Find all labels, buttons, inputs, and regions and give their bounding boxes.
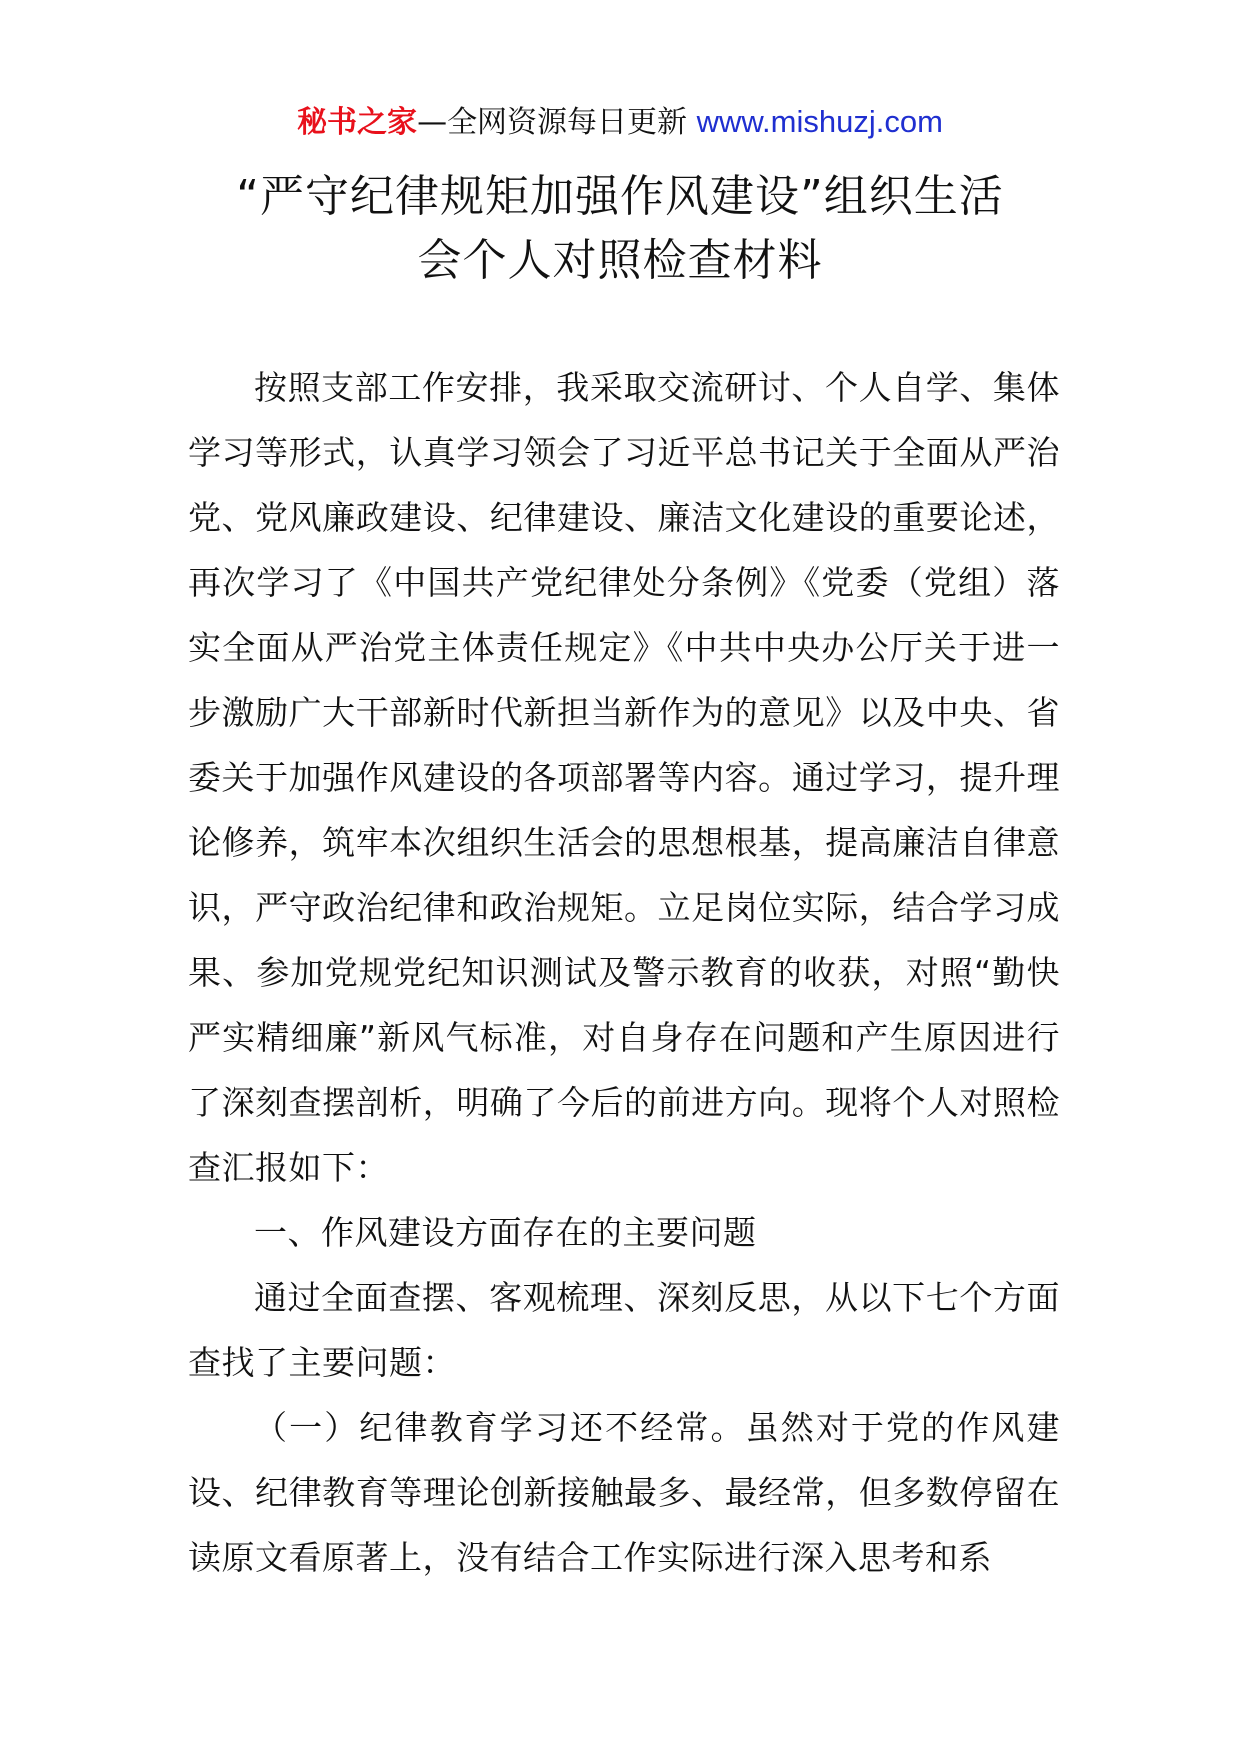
document-body — [188, 355, 1060, 1590]
section-intro-paragraph: 通过全面查摆、客观梳理、深刻反思，从以下七个方面查找了主要问题： — [188, 1278, 1060, 1382]
brand-name: 秘书之家 — [297, 105, 418, 140]
document-title — [120, 165, 1120, 293]
header-tagline: —全网资源每日更新 — [417, 105, 688, 140]
title-line-2: 会个人对照检查材料 — [417, 235, 823, 286]
title-line-1: “严守纪律规矩加强作风建设”组织生活 — [236, 171, 1004, 222]
site-header — [0, 100, 1240, 145]
site-url-link[interactable]: www.mishuzj.com — [696, 104, 943, 139]
section-heading: 一、作风建设方面存在的主要问题 — [254, 1213, 757, 1252]
intro-paragraph: 按照支部工作安排，我采取交流研讨、个人自学、集体学习等形式，认真学习领会了习近平总书记关于全面从严治党、党风廉政建设、纪律建设、廉洁文化建设的重要论述，再次学习了《中国共产党纪律处分条例》《党委（党组）落实全面从严治党主体责任规定》《中共中央办公厅关于进一步激励广大干部新时代新担当新作为的意见》以及中央、省委关于加强作风建设的各项部署等内容。通过学习，提升理论修养，筑牢本次组织生活会的思想根基，提高廉洁自律意识，严守政治纪律和政治规矩。立足岗位实际，结合学习成果、参加党规党纪知识测试及警示教育的收获，对照“勤快严实精细廉”新风气标准，对自身存在问题和产生原因进行了深刻查摆剖析，明确了今后的前进方向。现将个人对照检查汇报如下： — [188, 368, 1060, 1187]
item-1-paragraph: （一）纪律教育学习还不经常。虽然对于党的作风建设、纪律教育等理论创新接触最多、最经常，但多数停留在读原文看原著上，没有结合工作实际进行深入思考和系 — [188, 1408, 1060, 1577]
